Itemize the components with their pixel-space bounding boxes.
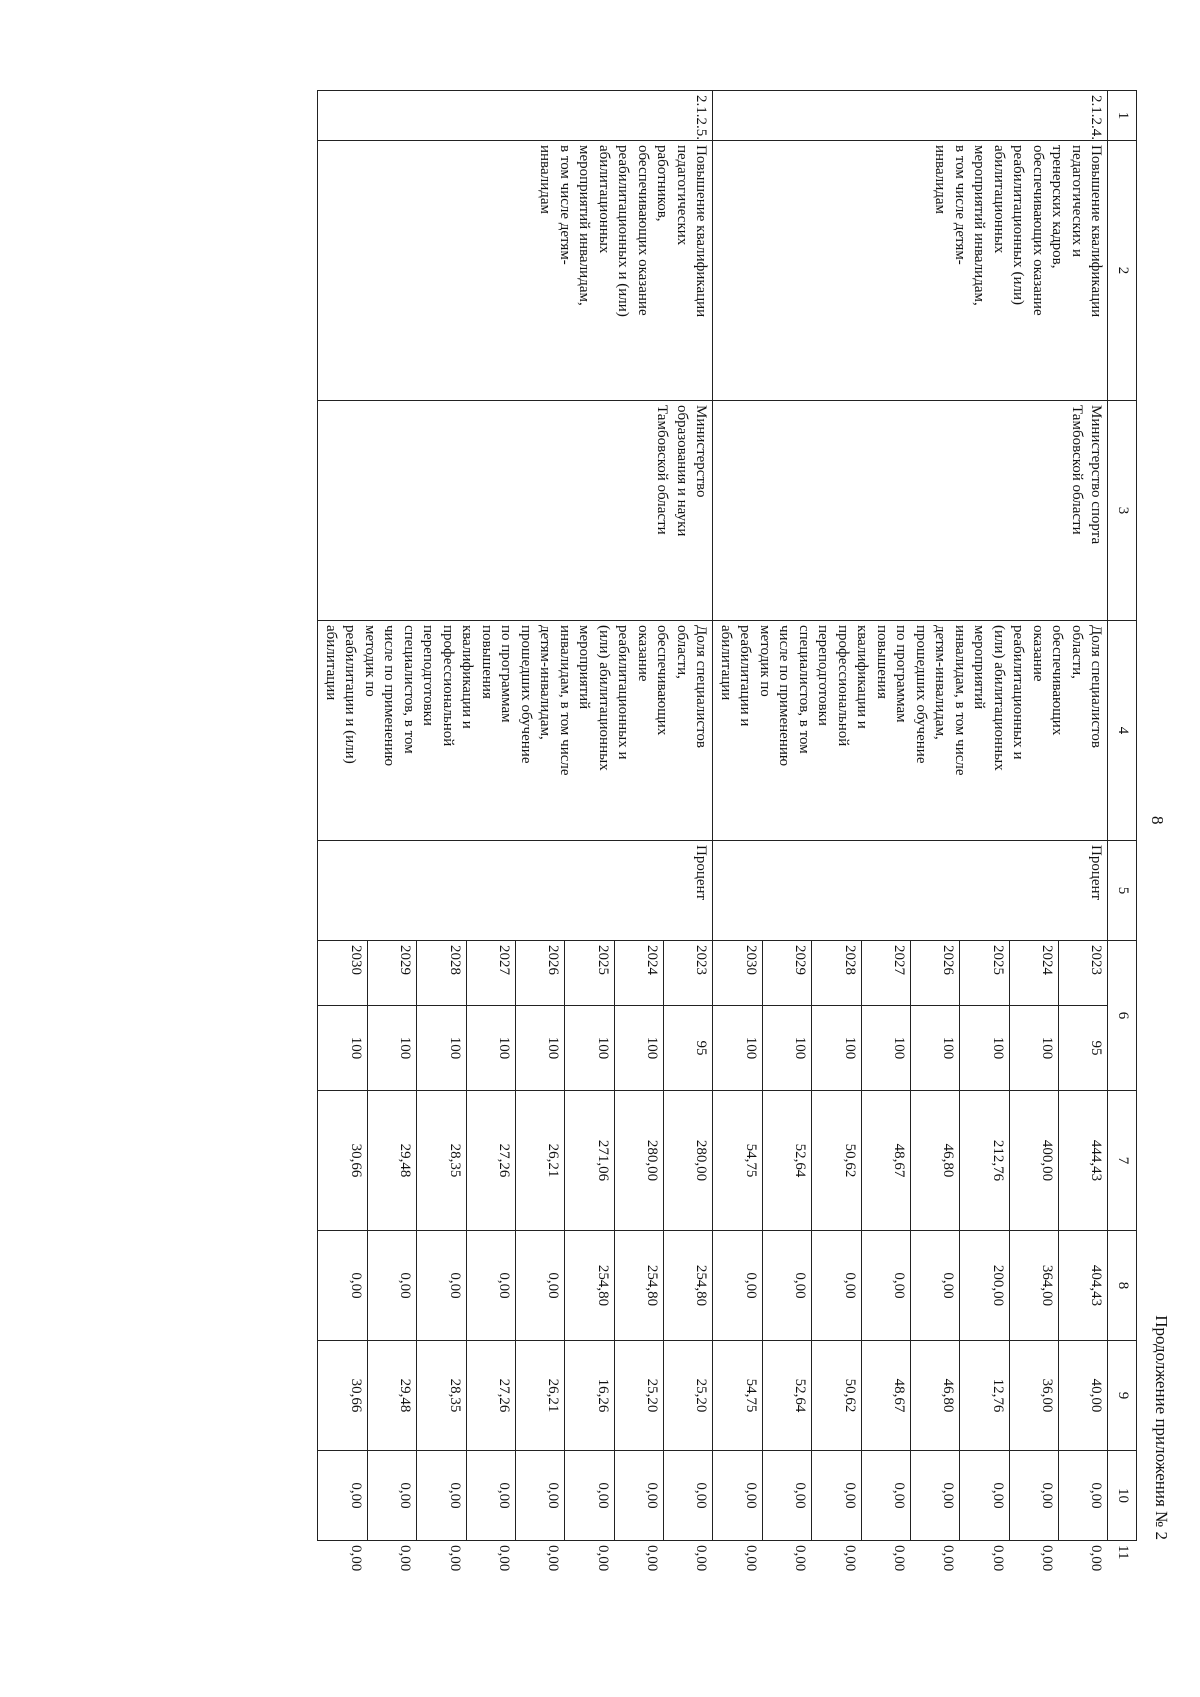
target-value-cell: 100	[713, 1006, 762, 1091]
funding-col-9-cell: 26,21	[516, 1341, 565, 1451]
total-funding-cell: 48,67	[861, 1091, 910, 1231]
funding-col-9-cell: 40,00	[1059, 1341, 1108, 1451]
funding-col-10-cell: 0,00	[664, 1451, 713, 1541]
funding-col-8-cell: 0,00	[713, 1231, 762, 1341]
header-col-2: 2	[1108, 141, 1137, 401]
year-cell: 2024	[1009, 941, 1058, 1006]
target-value-cell: 100	[861, 1006, 910, 1091]
total-funding-cell: 27,26	[466, 1091, 515, 1231]
funding-col-10-cell: 0,00	[466, 1451, 515, 1541]
total-funding-cell: 50,62	[812, 1091, 861, 1231]
target-value-cell: 100	[417, 1006, 466, 1091]
target-value-cell: 100	[367, 1006, 416, 1091]
funding-col-10-cell: 0,00	[960, 1451, 1009, 1541]
total-funding-cell: 280,00	[614, 1091, 663, 1231]
target-value-cell: 100	[812, 1006, 861, 1091]
funding-col-9-cell: 54,75	[713, 1341, 762, 1451]
indicator-name: Доля специалистов области, обеспечивающих оказание реабилитационных и (или) абилитационных мероприятий инвалидам, в том числе детям-инвалидам, прошедших обучение по программам повышения квалификации и профессиональной переподготовки специалистов, в том числе по применению методик по реабилитации и (или) абилитации	[318, 621, 713, 841]
funding-col-10-cell: 0,00	[318, 1451, 367, 1541]
funding-col-9-cell: 30,66	[318, 1341, 367, 1451]
funding-col-10-cell: 0,00	[762, 1451, 811, 1541]
year-cell: 2025	[565, 941, 614, 1006]
funding-col-10-cell: 0,00	[861, 1451, 910, 1541]
funding-col-8-cell: 0,00	[911, 1231, 960, 1341]
funding-col-10-cell: 0,00	[516, 1451, 565, 1541]
funding-col-8-cell: 404,43	[1059, 1231, 1108, 1341]
funding-col-10-cell: 0,00	[812, 1451, 861, 1541]
year-cell: 2028	[417, 941, 466, 1006]
funding-col-8-cell: 0,00	[861, 1231, 910, 1341]
year-cell: 2023	[664, 941, 713, 1006]
target-value-cell: 100	[565, 1006, 614, 1091]
rotated-page	[115, 70, 1195, 1572]
year-cell: 2026	[516, 941, 565, 1006]
funding-col-8-cell: 0,00	[417, 1231, 466, 1341]
indicator-name: Доля специалистов области, обеспечивающих оказание реабилитационных и (или) абилитационных мероприятий инвалидам, в том числе детям-инвалидам, прошедших обучение по программам повышения квалификации и профессиональной переподготовки специалистов, в том числе по применению методик по реабилитации и абилитации	[713, 621, 1108, 841]
funding-col-9-cell: 29,48	[367, 1341, 416, 1451]
activity-name: Повышение квалификации педагогических и тренерских кадров, обеспечивающих оказание реабилитационных (или) абилитационных мероприятий инвалидам, в том числе детям- инвалидам	[713, 141, 1108, 401]
table-row: 2028 100 50,62 0,00 50,62 0,00 0,00	[812, 91, 861, 1541]
funding-col-8-cell: 0,00	[367, 1231, 416, 1341]
continuation-note: Продолжение приложения № 2	[1152, 1315, 1171, 1540]
target-value-cell: 100	[318, 1006, 367, 1091]
header-col-4: 4	[1108, 621, 1137, 841]
year-cell: 2027	[466, 941, 515, 1006]
funding-col-8-cell: 0,00	[812, 1231, 861, 1341]
row-number: 2.1.2.4.	[713, 91, 1108, 141]
funding-col-9-cell: 48,67	[861, 1341, 910, 1451]
header-col-1: 1	[1108, 91, 1137, 141]
total-funding-cell: 52,64	[762, 1091, 811, 1231]
funding-col-8-cell: 0,00	[466, 1231, 515, 1341]
funding-col-9-cell: 36,00	[1009, 1341, 1058, 1451]
table-row: 2030 100 30,66 0,00 30,66 0,00 0,00	[318, 91, 367, 1541]
executor: Министерство образования и науки Тамбовской области	[318, 401, 713, 621]
table-row: 2024 100 280,00 254,80 25,20 0,00 0,00	[614, 91, 663, 1541]
year-cell: 2030	[318, 941, 367, 1006]
header-col-8: 8	[1108, 1231, 1137, 1341]
header-col-6: 6	[1108, 941, 1137, 1091]
target-value-cell: 95	[1059, 1006, 1108, 1091]
header-col-10: 10	[1108, 1451, 1137, 1541]
year-cell: 2023	[1059, 941, 1108, 1006]
funding-col-9-cell: 28,35	[417, 1341, 466, 1451]
table-row: 2027 100 48,67 0,00 48,67 0,00 0,00	[861, 91, 910, 1541]
table-row: 2025 100 271,06 254,80 16,26 0,00 0,00	[565, 91, 614, 1541]
year-cell: 2025	[960, 941, 1009, 1006]
target-value-cell: 100	[911, 1006, 960, 1091]
target-value-cell: 100	[960, 1006, 1009, 1091]
funding-col-9-cell: 25,20	[614, 1341, 663, 1451]
funding-col-8-cell: 254,80	[565, 1231, 614, 1341]
table-row: 2.1.2.5. Повышение квалификации педагогических работников, обеспечивающих оказание реабилитационных и (или) абилитационных мероприятий инвалидам, в том числе детям- инвалидам Министерство образования и науки Тамбовской области Доля специалистов области, обеспечивающих оказание реабилитационных и (или) абилитационных мероприятий инвалидам, в том числе детям-инвалидам, прошедших обучение по программам повышения квалификации и профессиональной переподготовки специалистов, в том числе по применению методик по реабилитации и (или) абилитации Процент 2023 95 280,00 254,80 25,20 0,00 0,00	[664, 91, 713, 1541]
funding-col-10-cell: 0,00	[367, 1451, 416, 1541]
total-funding-cell: 444,43	[1059, 1091, 1108, 1231]
funding-col-9-cell: 12,76	[960, 1341, 1009, 1451]
unit: Процент	[318, 841, 713, 941]
unit: Процент	[713, 841, 1108, 941]
header-col-7: 7	[1108, 1091, 1137, 1231]
total-funding-cell: 28,35	[417, 1091, 466, 1231]
table-row: 2030 100 54,75 0,00 54,75 0,00 0,00	[713, 91, 762, 1541]
total-funding-cell: 46,80	[911, 1091, 960, 1231]
page-number: 8	[1148, 816, 1167, 825]
funding-col-10-cell: 0,00	[614, 1451, 663, 1541]
header-col-3: 3	[1108, 401, 1137, 621]
total-funding-cell: 26,21	[516, 1091, 565, 1231]
funding-col-9-cell: 16,26	[565, 1341, 614, 1451]
target-value-cell: 100	[516, 1006, 565, 1091]
funding-col-10-cell: 0,00	[1059, 1451, 1108, 1541]
activity-name: Повышение квалификации педагогических работников, обеспечивающих оказание реабилитационных и (или) абилитационных мероприятий инвалидам, в том числе детям- инвалидам	[318, 141, 713, 401]
year-cell: 2029	[367, 941, 416, 1006]
total-funding-cell: 212,76	[960, 1091, 1009, 1231]
table-row: 2027 100 27,26 0,00 27,26 0,00 0,00	[466, 91, 515, 1541]
funding-col-9-cell: 50,62	[812, 1341, 861, 1451]
total-funding-cell: 400,00	[1009, 1091, 1058, 1231]
year-cell: 2029	[762, 941, 811, 1006]
funding-col-9-cell: 46,80	[911, 1341, 960, 1451]
funding-col-8-cell: 0,00	[762, 1231, 811, 1341]
header-row: 1 2 3 4 5 6 7 8 9 10 11	[1108, 91, 1137, 1541]
target-value-cell: 100	[466, 1006, 515, 1091]
funding-col-10-cell: 0,00	[565, 1451, 614, 1541]
funding-col-9-cell: 25,20	[664, 1341, 713, 1451]
year-cell: 2024	[614, 941, 663, 1006]
row-number: 2.1.2.5.	[318, 91, 713, 141]
year-cell: 2028	[812, 941, 861, 1006]
program-table	[318, 90, 1138, 1572]
funding-col-8-cell: 254,80	[614, 1231, 663, 1341]
table-row: 2024 100 400,00 364,00 36,00 0,00 0,00	[1009, 91, 1058, 1541]
table-row: 2029 100 29,48 0,00 29,48 0,00 0,00	[367, 91, 416, 1541]
funding-col-8-cell: 0,00	[516, 1231, 565, 1341]
funding-col-10-cell: 0,00	[417, 1451, 466, 1541]
total-funding-cell: 271,06	[565, 1091, 614, 1231]
funding-col-9-cell: 27,26	[466, 1341, 515, 1451]
table-row: 2.1.2.4. Повышение квалификации педагогических и тренерских кадров, обеспечивающих оказание реабилитационных (или) абилитационных мероприятий инвалидам, в том числе детям- инвалидам Министерство спорта Тамбовской области Доля специалистов области, обеспечивающих оказание реабилитационных и (или) абилитационных мероприятий инвалидам, в том числе детям-инвалидам, прошедших обучение по программам повышения квалификации и профессиональной переподготовки специалистов, в том числе по применению методик по реабилитации и абилитации Процент 2023 95 444,43 404,43 40,00 0,00 0,00	[1059, 91, 1108, 1541]
target-value-cell: 100	[614, 1006, 663, 1091]
funding-col-8-cell: 254,80	[664, 1231, 713, 1341]
year-cell: 2026	[911, 941, 960, 1006]
target-value-cell: 95	[664, 1006, 713, 1091]
funding-col-8-cell: 0,00	[318, 1231, 367, 1341]
table-row: 2026 100 26,21 0,00 26,21 0,00 0,00	[516, 91, 565, 1541]
total-funding-cell: 54,75	[713, 1091, 762, 1231]
total-funding-cell: 29,48	[367, 1091, 416, 1231]
table-row: 2029 100 52,64 0,00 52,64 0,00 0,00	[762, 91, 811, 1541]
funding-col-10-cell: 0,00	[713, 1451, 762, 1541]
target-value-cell: 100	[1009, 1006, 1058, 1091]
table-row: 2025 100 212,76 200,00 12,76 0,00 0,00	[960, 91, 1009, 1541]
table-row: 2028 100 28,35 0,00 28,35 0,00 0,00	[417, 91, 466, 1541]
executor: Министерство спорта Тамбовской области	[713, 401, 1108, 621]
table-body	[318, 91, 1108, 1572]
table-header	[1108, 91, 1137, 1560]
header-col-9: 9	[1108, 1341, 1137, 1451]
year-cell: 2027	[861, 941, 910, 1006]
year-cell: 2030	[713, 941, 762, 1006]
total-funding-cell: 30,66	[318, 1091, 367, 1231]
funding-col-9-cell: 52,64	[762, 1341, 811, 1451]
funding-col-8-cell: 200,00	[960, 1231, 1009, 1341]
funding-col-10-cell: 0,00	[911, 1451, 960, 1541]
funding-col-10-cell: 0,00	[1009, 1451, 1058, 1541]
header-col-5: 5	[1108, 841, 1137, 941]
table-row: 2026 100 46,80 0,00 46,80 0,00 0,00	[911, 91, 960, 1541]
total-funding-cell: 280,00	[664, 1091, 713, 1231]
funding-col-8-cell: 364,00	[1009, 1231, 1058, 1341]
target-value-cell: 100	[762, 1006, 811, 1091]
